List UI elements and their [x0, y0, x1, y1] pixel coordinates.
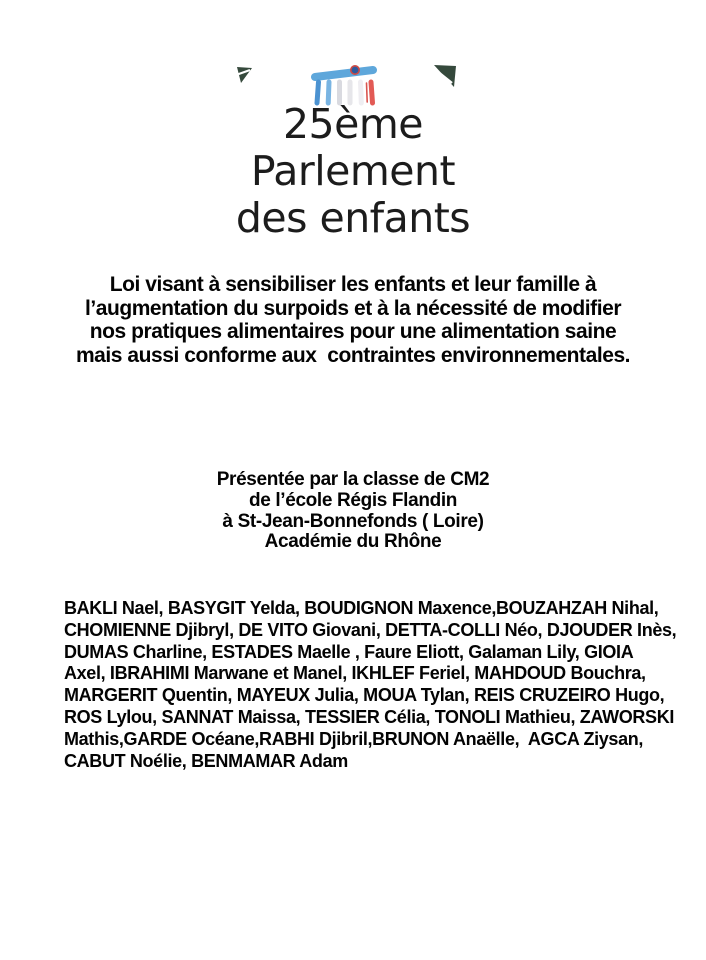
text-line: l’augmentation du surpoids et à la nécessité de modifier [84, 296, 622, 320]
text-line: Axel, IBRAHIMI Marwane et Manel, IKHLEF Feriel, MAHDOUD Bouchra, [64, 663, 646, 684]
text-line: nos pratiques alimentaires pour une alimentation saine [89, 320, 617, 344]
text-line: MARGERIT Quentin, MAYEUX Julia, MOUA Tylan, REIS CRUZEIRO Hugo, [64, 685, 665, 706]
text-line: CABUT Noélie, BENMAMAR Adam [64, 750, 348, 771]
text-line: CHOMIENNE Djibryl, DE VITO Giovani, DETTA-COLLI Néo, DJOUDER Inès, [64, 619, 677, 640]
laurel-leaf-left-icon [236, 66, 252, 84]
text-line: BAKLI Nael, BASYGIT Yelda, BOUDIGNON Maxence,BOUZAHZAH Nihal, [64, 598, 659, 618]
text-line: Académie du Rhône [264, 531, 442, 553]
law-statement [0, 273, 706, 367]
page-title [0, 101, 706, 242]
laurel-leaf-right-icon [433, 63, 457, 88]
text-line: des enfants [235, 194, 471, 242]
text-line: Loi visant à sensibiliser les enfants et leur famille à [109, 273, 597, 296]
text-line: Parlement [250, 147, 456, 195]
text-line: Présentée par la classe de CM2 [216, 469, 490, 490]
students-list [64, 598, 686, 772]
text-line: 25ème [282, 100, 424, 148]
text-line: DUMAS Charline, ESTADES Maelle , Faure Eliott, Galaman Lily, GIOIA [64, 641, 634, 662]
text-line: à St-Jean-Bonnefonds ( Loire) [222, 510, 484, 532]
text-line: Mathis,GARDE Océane,RABHI Djibril,BRUNON Anaëlle, AGCA Ziysan, [64, 728, 644, 749]
text-line: ROS Lylou, SANNAT Maissa, TESSIER Célia, TONOLI Mathieu, ZAWORSKI [64, 706, 675, 727]
text-line: mais aussi conforme aux contraintes environnementales. [75, 343, 631, 367]
text-line: de l’école Régis Flandin [248, 489, 458, 511]
presented-by-block [0, 470, 706, 553]
